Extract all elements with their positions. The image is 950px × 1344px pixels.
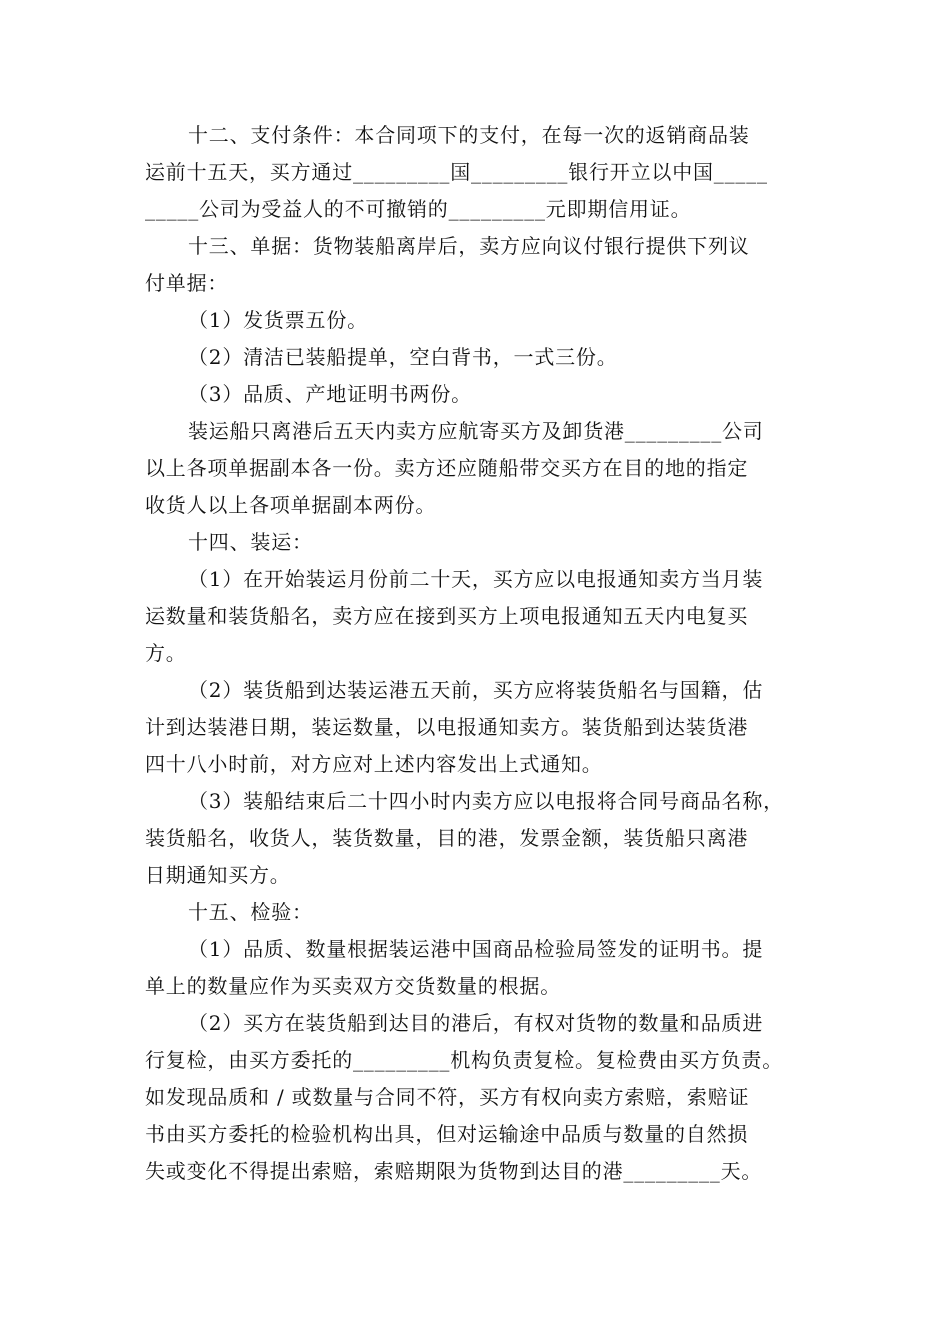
text-line: （2）装货船到达装运港五天前，买方应将装货船名与国籍，估 — [188, 678, 764, 702]
text-line: （3）装船结束后二十四小时内卖方应以电报将合同号商品名称， — [188, 789, 784, 813]
text-line: 十五、检验： — [188, 900, 313, 924]
text-line: 装运船只离港后五天内卖方应航寄买方及卸货港_________公司 — [188, 419, 764, 443]
text-line: 运前十五天，买方通过_________国_________银行开立以中国_____ — [145, 160, 768, 184]
text-line: 如发现品质和 / 或数量与合同不符，买方有权向卖方索赔，索赔证 — [145, 1085, 750, 1109]
text-line: 收货人以上各项单据副本两份。 — [145, 493, 437, 517]
text-line: 方。 — [145, 641, 187, 665]
contract-page — [145, 117, 815, 1190]
text-line: 十三、单据：货物装船离岸后，卖方应向议付银行提供下列议 — [188, 234, 750, 258]
text-line: （1）在开始装运月份前二十天，买方应以电报通知卖方当月装 — [188, 567, 764, 591]
text-line: 装货船名，收货人，装货数量，目的港，发票金额，装货船只离港 — [145, 826, 749, 850]
text-line: 十二、支付条件：本合同项下的支付，在每一次的返销商品装 — [188, 123, 750, 147]
text-line: 以上各项单据副本各一份。卖方还应随船带交买方在目的地的指定 — [145, 456, 749, 480]
text-line: 单上的数量应作为买卖双方交货数量的根据。 — [145, 974, 561, 998]
text-line: 书由买方委托的检验机构出具，但对运输途中品质与数量的自然损 — [145, 1122, 749, 1146]
text-line: 十四、装运： — [188, 530, 313, 554]
text-line: 付单据： — [145, 271, 229, 295]
text-line: （1）发货票五份。 — [188, 308, 368, 332]
text-line: （2）清洁已装船提单，空白背书，一式三份。 — [188, 345, 618, 369]
text-line: 运数量和装货船名，卖方应在接到买方上项电报通知五天内电复买 — [145, 604, 749, 628]
text-line: 失或变化不得提出索赔，索赔期限为货物到达目的港_________天。 — [145, 1159, 763, 1183]
text-line: （1）品质、数量根据装运港中国商品检验局签发的证明书。提 — [188, 937, 764, 961]
text-line: 四十八小时前，对方应对上述内容发出上式通知。 — [145, 752, 603, 776]
text-line: （3）品质、产地证明书两份。 — [188, 382, 472, 406]
text-line: 日期通知买方。 — [145, 863, 291, 887]
text-line: （2）买方在装货船到达目的港后，有权对货物的数量和品质进 — [188, 1011, 764, 1035]
text-line: 计到达装港日期，装运数量，以电报通知卖方。装货船到达装货港 — [145, 715, 749, 739]
text-line: _____公司为受益人的不可撤销的_________元即期信用证。 — [145, 197, 692, 221]
text-line: 行复检，由买方委托的_________机构负责复检。复检费由买方负责。 — [145, 1048, 783, 1072]
